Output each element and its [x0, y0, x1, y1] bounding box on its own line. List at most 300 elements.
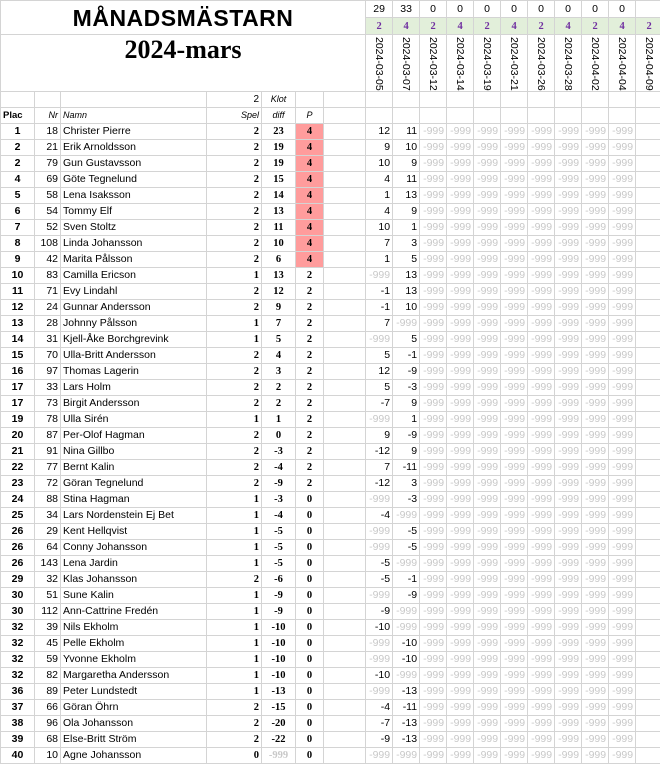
- cell-score[interactable]: -999: [447, 363, 474, 379]
- cell-spel[interactable]: 1: [207, 587, 262, 603]
- cell-score[interactable]: -999: [582, 379, 609, 395]
- cell-score[interactable]: -999: [474, 475, 501, 491]
- cell-score[interactable]: -999: [555, 731, 582, 747]
- cell-score[interactable]: -3: [393, 379, 420, 395]
- cell-points[interactable]: 0: [296, 747, 324, 763]
- cell-score[interactable]: -999: [420, 411, 447, 427]
- cell-points[interactable]: 4: [296, 139, 324, 155]
- cell-nr[interactable]: 29: [35, 523, 61, 539]
- cell-plac[interactable]: 30: [1, 587, 35, 603]
- cell-namn[interactable]: Pelle Ekholm: [61, 635, 207, 651]
- cell-points[interactable]: 0: [296, 507, 324, 523]
- cell-score[interactable]: -999: [447, 155, 474, 171]
- cell-score[interactable]: -999: [609, 603, 636, 619]
- cell-score[interactable]: -999: [582, 235, 609, 251]
- cell-blank[interactable]: [324, 571, 366, 587]
- cell-klot-diff[interactable]: 2: [262, 379, 296, 395]
- cell-score[interactable]: -999: [447, 379, 474, 395]
- cell-score[interactable]: -999: [555, 411, 582, 427]
- cell-score[interactable]: -999: [474, 603, 501, 619]
- cell-score[interactable]: -999: [447, 411, 474, 427]
- cell-plac[interactable]: 32: [1, 619, 35, 635]
- cell-klot-diff[interactable]: -999: [262, 747, 296, 763]
- cell-score[interactable]: -999: [582, 571, 609, 587]
- cell-score[interactable]: -7: [366, 715, 393, 731]
- cell-points[interactable]: 4: [296, 123, 324, 139]
- cell-score[interactable]: -999: [474, 267, 501, 283]
- cell-klot-diff[interactable]: -3: [262, 443, 296, 459]
- cell-spel[interactable]: 0: [207, 747, 262, 763]
- cell-spel[interactable]: 1: [207, 267, 262, 283]
- cell-points[interactable]: 2: [296, 395, 324, 411]
- cell-klot-diff[interactable]: 23: [262, 123, 296, 139]
- cell-score[interactable]: -999: [420, 123, 447, 139]
- cell-blank[interactable]: [324, 267, 366, 283]
- cell-score[interactable]: -999: [474, 587, 501, 603]
- cell-nr[interactable]: 83: [35, 267, 61, 283]
- cell-nr[interactable]: 143: [35, 555, 61, 571]
- table-row[interactable]: [1, 715, 660, 731]
- cell-score[interactable]: -999: [528, 555, 555, 571]
- cell-score[interactable]: -999: [528, 315, 555, 331]
- cell-score[interactable]: -999: [501, 235, 528, 251]
- cell-klot-diff[interactable]: -10: [262, 667, 296, 683]
- cell-score[interactable]: -999: [366, 651, 393, 667]
- cell-score[interactable]: -999: [447, 699, 474, 715]
- cell-score[interactable]: -999: [420, 731, 447, 747]
- cell-score[interactable]: -999: [447, 395, 474, 411]
- round-count[interactable]: 0: [501, 1, 528, 18]
- cell-score[interactable]: -999: [501, 667, 528, 683]
- table-row[interactable]: [1, 699, 660, 715]
- cell-plac[interactable]: 37: [1, 699, 35, 715]
- cell-klot-diff[interactable]: 7: [262, 315, 296, 331]
- round-points[interactable]: 4: [555, 18, 582, 35]
- cell-score[interactable]: -999: [528, 267, 555, 283]
- cell-score[interactable]: -999: [393, 619, 420, 635]
- cell-spel[interactable]: 2: [207, 235, 262, 251]
- cell-klot-diff[interactable]: 14: [262, 187, 296, 203]
- cell-score[interactable]: -999: [501, 603, 528, 619]
- cell-score[interactable]: -999: [420, 427, 447, 443]
- table-row[interactable]: [1, 603, 660, 619]
- table-row[interactable]: [1, 539, 660, 555]
- cell-score[interactable]: -999: [609, 235, 636, 251]
- cell-score[interactable]: -999: [447, 507, 474, 523]
- cell-score[interactable]: -9: [393, 363, 420, 379]
- table-row[interactable]: [1, 203, 660, 219]
- cell-spel[interactable]: 1: [207, 619, 262, 635]
- cell-score[interactable]: -999: [609, 683, 636, 699]
- cell-score[interactable]: -999: [474, 219, 501, 235]
- cell-score[interactable]: [636, 427, 660, 443]
- cell-score[interactable]: -999: [420, 363, 447, 379]
- cell-score[interactable]: -999: [528, 523, 555, 539]
- cell-nr[interactable]: 58: [35, 187, 61, 203]
- cell-blank[interactable]: [324, 171, 366, 187]
- cell-klot-diff[interactable]: 9: [262, 299, 296, 315]
- table-row[interactable]: [1, 523, 660, 539]
- table-row[interactable]: [1, 667, 660, 683]
- cell-score[interactable]: -999: [420, 539, 447, 555]
- cell-score[interactable]: -999: [366, 411, 393, 427]
- cell-score[interactable]: -4: [366, 507, 393, 523]
- cell-spel[interactable]: 1: [207, 315, 262, 331]
- cell-nr[interactable]: 31: [35, 331, 61, 347]
- cell-score[interactable]: -999: [555, 635, 582, 651]
- cell-score[interactable]: -999: [474, 299, 501, 315]
- cell-score[interactable]: -999: [609, 491, 636, 507]
- cell-nr[interactable]: 68: [35, 731, 61, 747]
- cell-score[interactable]: -999: [393, 315, 420, 331]
- cell-score[interactable]: -11: [393, 699, 420, 715]
- cell-score[interactable]: -999: [474, 699, 501, 715]
- table-row[interactable]: [1, 347, 660, 363]
- cell-score[interactable]: -999: [501, 459, 528, 475]
- cell-klot-diff[interactable]: 13: [262, 203, 296, 219]
- cell-score[interactable]: -999: [528, 155, 555, 171]
- cell-score[interactable]: 9: [393, 395, 420, 411]
- cell-score[interactable]: -999: [420, 331, 447, 347]
- cell-score[interactable]: [636, 587, 660, 603]
- cell-score[interactable]: -999: [582, 491, 609, 507]
- cell-score[interactable]: -7: [366, 395, 393, 411]
- cell-plac[interactable]: 26: [1, 539, 35, 555]
- cell-nr[interactable]: 70: [35, 347, 61, 363]
- cell-score[interactable]: 13: [393, 267, 420, 283]
- cell-plac[interactable]: 2: [1, 139, 35, 155]
- cell-spel[interactable]: 2: [207, 187, 262, 203]
- cell-score[interactable]: -999: [474, 443, 501, 459]
- cell-score[interactable]: 1: [393, 219, 420, 235]
- cell-score[interactable]: -999: [474, 491, 501, 507]
- cell-points[interactable]: 2: [296, 267, 324, 283]
- cell-nr[interactable]: 73: [35, 395, 61, 411]
- cell-namn[interactable]: Bernt Kalin: [61, 459, 207, 475]
- cell-blank[interactable]: [324, 619, 366, 635]
- cell-klot-diff[interactable]: 2: [262, 395, 296, 411]
- cell-score[interactable]: [636, 619, 660, 635]
- cell-spel[interactable]: 2: [207, 427, 262, 443]
- cell-score[interactable]: -999: [501, 267, 528, 283]
- cell-score[interactable]: -999: [609, 555, 636, 571]
- cell-score[interactable]: -999: [609, 475, 636, 491]
- cell-score[interactable]: -999: [420, 347, 447, 363]
- cell-plac[interactable]: 26: [1, 555, 35, 571]
- cell-score[interactable]: [636, 683, 660, 699]
- cell-score[interactable]: -999: [420, 651, 447, 667]
- cell-plac[interactable]: 32: [1, 651, 35, 667]
- round-points[interactable]: 4: [393, 18, 420, 35]
- cell-score[interactable]: -999: [555, 379, 582, 395]
- cell-score[interactable]: -999: [582, 251, 609, 267]
- table-row[interactable]: [1, 443, 660, 459]
- cell-score[interactable]: 1: [366, 251, 393, 267]
- cell-score[interactable]: -999: [609, 315, 636, 331]
- table-row[interactable]: [1, 219, 660, 235]
- cell-score[interactable]: -999: [609, 347, 636, 363]
- cell-plac[interactable]: 38: [1, 715, 35, 731]
- cell-score[interactable]: [636, 203, 660, 219]
- cell-score[interactable]: -999: [501, 571, 528, 587]
- cell-score[interactable]: -999: [420, 443, 447, 459]
- table-row[interactable]: [1, 411, 660, 427]
- cell-namn[interactable]: Gunnar Andersson: [61, 299, 207, 315]
- cell-points[interactable]: 4: [296, 203, 324, 219]
- round-count[interactable]: 0: [609, 1, 636, 18]
- cell-score[interactable]: [636, 731, 660, 747]
- cell-score[interactable]: [636, 651, 660, 667]
- cell-namn[interactable]: Christer Pierre: [61, 123, 207, 139]
- round-points[interactable]: 2: [420, 18, 447, 35]
- cell-score[interactable]: -999: [501, 155, 528, 171]
- cell-plac[interactable]: 2: [1, 155, 35, 171]
- table-row[interactable]: [1, 267, 660, 283]
- cell-plac[interactable]: 1: [1, 123, 35, 139]
- cell-points[interactable]: 0: [296, 587, 324, 603]
- round-date-cell[interactable]: [474, 35, 501, 92]
- cell-score[interactable]: [636, 395, 660, 411]
- cell-namn[interactable]: Göran Tegnelund: [61, 475, 207, 491]
- cell-score[interactable]: -999: [447, 539, 474, 555]
- cell-plac[interactable]: 29: [1, 571, 35, 587]
- table-row[interactable]: [1, 363, 660, 379]
- cell-score[interactable]: -999: [609, 187, 636, 203]
- cell-score[interactable]: -999: [528, 251, 555, 267]
- cell-score[interactable]: -999: [501, 731, 528, 747]
- cell-score[interactable]: -999: [582, 555, 609, 571]
- cell-score[interactable]: -999: [366, 587, 393, 603]
- cell-score[interactable]: [636, 507, 660, 523]
- cell-score[interactable]: -999: [609, 459, 636, 475]
- cell-namn[interactable]: Göte Tegnelund: [61, 171, 207, 187]
- cell-score[interactable]: -999: [582, 539, 609, 555]
- cell-spel[interactable]: 1: [207, 555, 262, 571]
- cell-points[interactable]: 2: [296, 459, 324, 475]
- cell-score[interactable]: -999: [474, 203, 501, 219]
- cell-namn[interactable]: Lena Isaksson: [61, 187, 207, 203]
- cell-score[interactable]: -999: [501, 331, 528, 347]
- round-points[interactable]: 2: [474, 18, 501, 35]
- cell-score[interactable]: -999: [609, 523, 636, 539]
- cell-points[interactable]: 0: [296, 715, 324, 731]
- table-row[interactable]: [1, 379, 660, 395]
- cell-score[interactable]: -1: [393, 571, 420, 587]
- cell-blank[interactable]: [324, 235, 366, 251]
- cell-points[interactable]: 4: [296, 219, 324, 235]
- cell-score[interactable]: [636, 411, 660, 427]
- cell-spel[interactable]: 1: [207, 635, 262, 651]
- cell-score[interactable]: -999: [555, 155, 582, 171]
- table-row[interactable]: [1, 299, 660, 315]
- cell-score[interactable]: -999: [528, 443, 555, 459]
- cell-nr[interactable]: 54: [35, 203, 61, 219]
- cell-klot-diff[interactable]: -5: [262, 523, 296, 539]
- cell-points[interactable]: 4: [296, 171, 324, 187]
- cell-klot-diff[interactable]: -5: [262, 539, 296, 555]
- cell-plac[interactable]: 12: [1, 299, 35, 315]
- cell-score[interactable]: -999: [528, 123, 555, 139]
- cell-score[interactable]: -999: [393, 603, 420, 619]
- cell-score[interactable]: 11: [393, 171, 420, 187]
- cell-points[interactable]: 2: [296, 411, 324, 427]
- cell-score[interactable]: -999: [528, 635, 555, 651]
- cell-score[interactable]: -999: [366, 539, 393, 555]
- cell-score[interactable]: -999: [393, 507, 420, 523]
- cell-score[interactable]: 11: [393, 123, 420, 139]
- cell-score[interactable]: -999: [582, 475, 609, 491]
- cell-score[interactable]: -999: [555, 715, 582, 731]
- cell-score[interactable]: -999: [582, 667, 609, 683]
- cell-score[interactable]: -999: [582, 283, 609, 299]
- cell-score[interactable]: -999: [420, 171, 447, 187]
- cell-score[interactable]: -999: [474, 619, 501, 635]
- round-points[interactable]: 2: [582, 18, 609, 35]
- cell-namn[interactable]: Peter Lundstedt: [61, 683, 207, 699]
- cell-score[interactable]: -999: [555, 123, 582, 139]
- cell-points[interactable]: 4: [296, 251, 324, 267]
- cell-score[interactable]: -999: [501, 491, 528, 507]
- cell-blank[interactable]: [324, 667, 366, 683]
- cell-spel[interactable]: 2: [207, 715, 262, 731]
- cell-plac[interactable]: 20: [1, 427, 35, 443]
- cell-score[interactable]: [636, 475, 660, 491]
- cell-score[interactable]: -999: [474, 427, 501, 443]
- cell-klot-diff[interactable]: -15: [262, 699, 296, 715]
- cell-score[interactable]: -13: [393, 731, 420, 747]
- cell-score[interactable]: [636, 603, 660, 619]
- cell-score[interactable]: -999: [582, 363, 609, 379]
- cell-spel[interactable]: 2: [207, 283, 262, 299]
- cell-score[interactable]: -999: [501, 123, 528, 139]
- cell-score[interactable]: -999: [474, 747, 501, 763]
- cell-score[interactable]: -999: [609, 379, 636, 395]
- cell-score[interactable]: -999: [609, 635, 636, 651]
- cell-score[interactable]: -999: [420, 315, 447, 331]
- round-date-cell[interactable]: [420, 35, 447, 92]
- cell-points[interactable]: 2: [296, 331, 324, 347]
- cell-blank[interactable]: [324, 315, 366, 331]
- round-date-cell[interactable]: [366, 35, 393, 92]
- cell-score[interactable]: -999: [609, 363, 636, 379]
- cell-plac[interactable]: 11: [1, 283, 35, 299]
- cell-klot-diff[interactable]: 19: [262, 139, 296, 155]
- cell-score[interactable]: [636, 283, 660, 299]
- cell-score[interactable]: -999: [501, 411, 528, 427]
- cell-points[interactable]: 0: [296, 651, 324, 667]
- cell-score[interactable]: 7: [366, 315, 393, 331]
- cell-plac[interactable]: 24: [1, 491, 35, 507]
- cell-score[interactable]: -999: [474, 155, 501, 171]
- cell-score[interactable]: -999: [474, 347, 501, 363]
- cell-score[interactable]: -999: [582, 267, 609, 283]
- cell-score[interactable]: -999: [474, 411, 501, 427]
- cell-spel[interactable]: 1: [207, 603, 262, 619]
- round-count[interactable]: 29: [366, 1, 393, 18]
- cell-blank[interactable]: [324, 363, 366, 379]
- cell-nr[interactable]: 69: [35, 171, 61, 187]
- table-row[interactable]: [1, 123, 660, 139]
- cell-spel[interactable]: 2: [207, 571, 262, 587]
- cell-nr[interactable]: 21: [35, 139, 61, 155]
- cell-points[interactable]: 2: [296, 443, 324, 459]
- cell-klot-diff[interactable]: -10: [262, 619, 296, 635]
- cell-score[interactable]: -999: [447, 283, 474, 299]
- cell-spel[interactable]: 2: [207, 139, 262, 155]
- cell-plac[interactable]: 17: [1, 379, 35, 395]
- round-count[interactable]: 0: [555, 1, 582, 18]
- cell-score[interactable]: -999: [420, 523, 447, 539]
- cell-score[interactable]: -999: [420, 251, 447, 267]
- cell-score[interactable]: [636, 667, 660, 683]
- table-row[interactable]: [1, 507, 660, 523]
- round-points[interactable]: 4: [501, 18, 528, 35]
- cell-points[interactable]: 0: [296, 667, 324, 683]
- cell-score[interactable]: -999: [582, 347, 609, 363]
- cell-blank[interactable]: [324, 427, 366, 443]
- cell-blank[interactable]: [324, 491, 366, 507]
- cell-score[interactable]: -999: [609, 507, 636, 523]
- cell-score[interactable]: -999: [474, 731, 501, 747]
- cell-namn[interactable]: Camilla Ericson: [61, 267, 207, 283]
- cell-score[interactable]: -999: [420, 747, 447, 763]
- cell-nr[interactable]: 64: [35, 539, 61, 555]
- cell-score[interactable]: -999: [528, 507, 555, 523]
- cell-namn[interactable]: Evy Lindahl: [61, 283, 207, 299]
- round-points[interactable]: 2: [528, 18, 555, 35]
- cell-score[interactable]: -999: [528, 747, 555, 763]
- cell-score[interactable]: -999: [447, 251, 474, 267]
- cell-score[interactable]: -999: [582, 619, 609, 635]
- cell-score[interactable]: -999: [528, 411, 555, 427]
- cell-blank[interactable]: [324, 251, 366, 267]
- cell-namn[interactable]: Tommy Elf: [61, 203, 207, 219]
- cell-score[interactable]: [636, 555, 660, 571]
- cell-spel[interactable]: 2: [207, 155, 262, 171]
- cell-score[interactable]: -5: [366, 571, 393, 587]
- cell-score[interactable]: -999: [501, 379, 528, 395]
- cell-nr[interactable]: 59: [35, 651, 61, 667]
- cell-plac[interactable]: 30: [1, 603, 35, 619]
- cell-score[interactable]: -999: [528, 219, 555, 235]
- cell-blank[interactable]: [324, 587, 366, 603]
- cell-points[interactable]: 0: [296, 523, 324, 539]
- cell-nr[interactable]: 24: [35, 299, 61, 315]
- cell-score[interactable]: -999: [474, 123, 501, 139]
- cell-score[interactable]: 10: [366, 155, 393, 171]
- cell-score[interactable]: -999: [582, 315, 609, 331]
- cell-score[interactable]: -999: [501, 523, 528, 539]
- cell-score[interactable]: -999: [420, 219, 447, 235]
- cell-nr[interactable]: 79: [35, 155, 61, 171]
- cell-namn[interactable]: Stina Hagman: [61, 491, 207, 507]
- cell-score[interactable]: -10: [393, 635, 420, 651]
- cell-spel[interactable]: 2: [207, 299, 262, 315]
- cell-points[interactable]: 0: [296, 619, 324, 635]
- cell-score[interactable]: -999: [447, 267, 474, 283]
- round-date-cell[interactable]: [501, 35, 528, 92]
- cell-score[interactable]: [636, 251, 660, 267]
- cell-namn[interactable]: Lars Holm: [61, 379, 207, 395]
- cell-score[interactable]: -999: [528, 331, 555, 347]
- cell-score[interactable]: -999: [555, 475, 582, 491]
- cell-score[interactable]: -999: [609, 667, 636, 683]
- cell-score[interactable]: -999: [555, 219, 582, 235]
- cell-klot-diff[interactable]: 13: [262, 267, 296, 283]
- cell-plac[interactable]: 5: [1, 187, 35, 203]
- cell-points[interactable]: 0: [296, 731, 324, 747]
- cell-score[interactable]: -999: [555, 443, 582, 459]
